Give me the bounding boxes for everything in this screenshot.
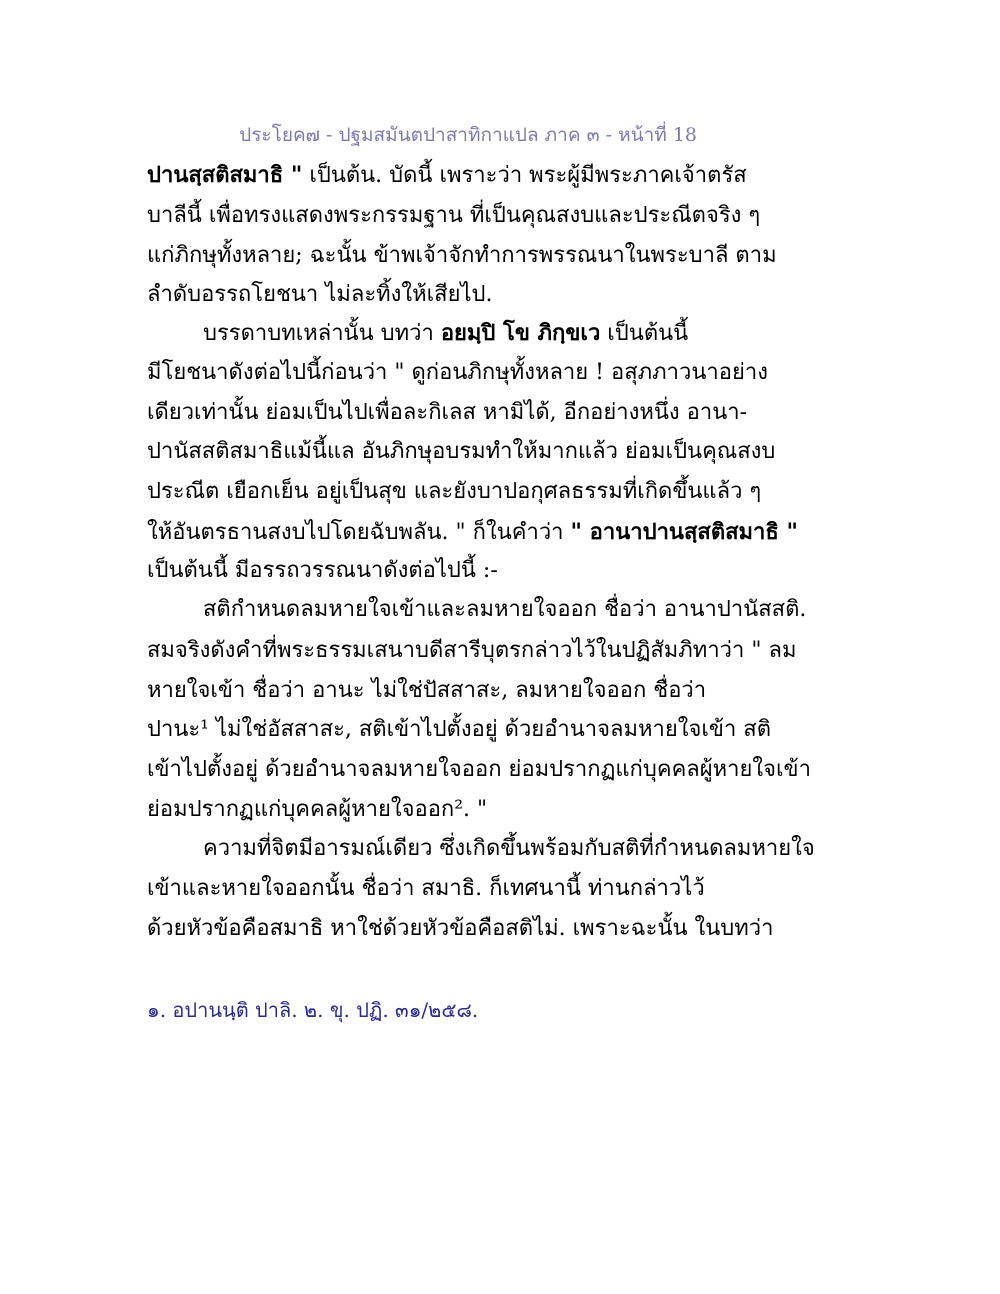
pali-term: " อานาปานสฺสติสมาธิ " (570, 519, 798, 545)
text-span: เป็นต้นนี้ (600, 321, 689, 346)
text-line: ความที่จิตมีอารมณ์เดียว ซึ่งเกิดขึ้นพร้อมกับสติที่กำหนดลมหายใจ (203, 836, 815, 861)
page-header: ประโยค๗ - ปฐมสมันตปาสาทิกาแปล ภาค ๓ - หน้าที่ 18 (239, 124, 697, 146)
pali-term: อยมฺปิ โข ภิกฺขเว (440, 320, 601, 346)
text-line: ประณีต เยือกเย็น อยู่เป็นสุข และยังบาปอกุศลธรรมที่เกิดขึ้นแล้ว ๆ (147, 479, 762, 504)
text-line: แก่ภิกษุทั้งหลาย; ฉะนั้น ข้าพเจ้าจักทำการพรรณนาในพระบาลี ตาม (147, 243, 777, 268)
text-line: มีโยชนาดังต่อไปนี้ก่อนว่า " ดูก่อนภิกษุทั้งหลาย ! อสุภภาวนาอย่าง (147, 360, 768, 385)
footnote: ๑. อปานนฺติ ปาลิ. ๒. ขุ. ปฏิ. ๓๑/๒๕๘. (147, 998, 479, 1022)
text-line: เข้าและหายใจออกนั้น ชื่อว่า สมาธิ. ก็เทศนานี้ ท่านกล่าวไว้ (147, 876, 705, 901)
text-line: เดียวเท่านั้น ย่อมเป็นไปเพื่อละกิเลส หามิได้, อีกอย่างหนึ่ง อานา- (147, 400, 748, 425)
text-line: เป็นต้นนี้ มีอรรถวรรณนาดังต่อไปนี้ :- (147, 558, 498, 583)
text-span: บรรดาบทเหล่านั้น บทว่า (203, 321, 441, 346)
text-line: สติกำหนดลมหายใจเข้าและลมหายใจออก ชื่อว่า อานาปานัสสติ. (203, 597, 807, 622)
text-line: เข้าไปตั้งอยู่ ด้วยอำนาจลมหายใจออก ย่อมปรากฏแก่บุคคลผู้หายใจเข้า (147, 757, 811, 782)
text-line: บาลีนี้ เพื่อทรงแสดงพระกรรมฐาน ที่เป็นคุณสงบและประณีตจริง ๆ (147, 203, 761, 228)
text-line (147, 517, 798, 548)
text-line: ด้วยหัวข้อคือสมาธิ หาใช่ด้วยหัวข้อคือสติไม่. เพราะฉะนั้น ในบทว่า (147, 916, 774, 941)
text-span: ให้อันตรธานสงบไปโดยฉับพลัน. " ก็ในคำว่า (147, 520, 571, 545)
text-line: สมจริงดังคำที่พระธรรมเสนาบดีสารีบุตรกล่าวไว้ในปฏิสัมภิทาว่า " ลม (147, 638, 797, 663)
text-line (147, 160, 747, 191)
text-line (203, 318, 688, 349)
text-span: เป็นต้น. บัดนี้ เพราะว่า พระผู้มีพระภาคเจ้าตรัส (302, 163, 747, 188)
text-line: ย่อมปรากฏแก่บุคคลผู้หายใจออก². " (147, 797, 488, 822)
text-line: หายใจเข้า ชื่อว่า อานะ ไม่ใช่ปัสสาสะ, ลมหายใจออก ชื่อว่า (147, 678, 707, 703)
pali-term: ปานสฺสติสมาธิ " (147, 162, 303, 188)
text-line: ปานะ¹ ไม่ใช่อัสสาสะ, สติเข้าไปตั้งอยู่ ด้วยอำนาจลมหายใจเข้า สติ (147, 717, 772, 742)
text-line: ลำดับอรรถโยชนา ไม่ละทิ้งให้เสียไป. (147, 282, 493, 307)
text-line: ปานัสสติสมาธิแม้นี้แล อันภิกษุอบรมทำให้มากแล้ว ย่อมเป็นคุณสงบ (147, 439, 776, 464)
